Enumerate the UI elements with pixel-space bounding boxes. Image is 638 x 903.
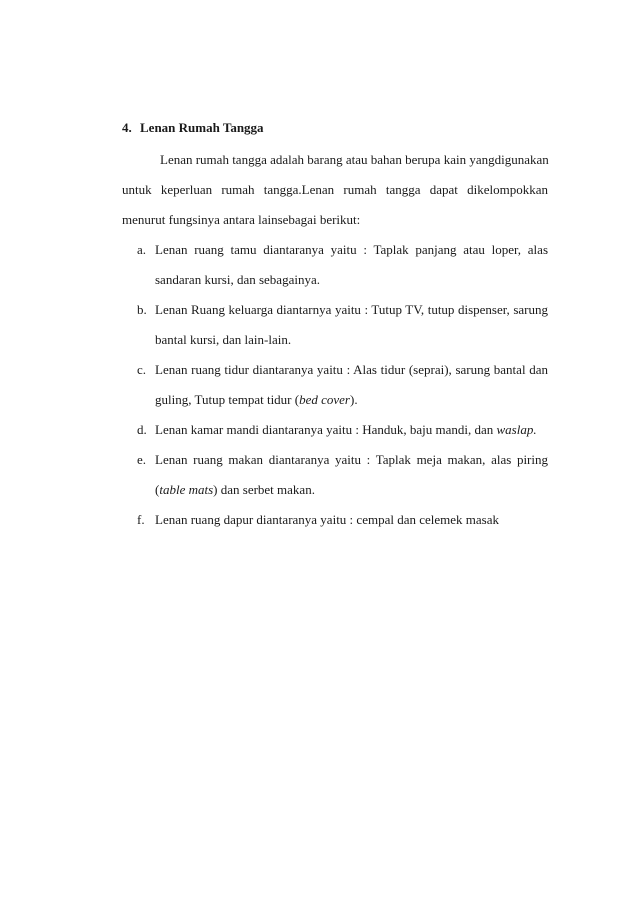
list-item-a-line-2: sandaran kursi, dan sebagainya. [155, 272, 320, 287]
intro-line-3: menurut fungsinya antara lainsebagai berikut: [122, 212, 361, 227]
list-marker-b: b. [137, 302, 147, 317]
list-item-e-line-2-text: ) dan serbet makan. [213, 482, 315, 497]
list-marker-e: e. [137, 452, 147, 467]
list-marker-c: c. [137, 362, 147, 377]
list-item-c-line-1: Lenan ruang tidur diantaranya yaitu : Alas tidur (seprai), sarung bantal dan [155, 362, 548, 377]
list-marker-d: d. [137, 422, 147, 437]
list-item-c-line-2 [155, 392, 358, 408]
list-item-e-line-2-open: ( [155, 482, 160, 497]
list-item-e-italic-term: table mats [159, 482, 214, 497]
list-item-d-italic-term: waslap. [496, 422, 537, 437]
section-heading [122, 120, 264, 136]
list-item-e-line-1: Lenan ruang makan diantaranya yaitu : Taplak meja makan, alas piring [155, 452, 548, 467]
list-item-c-line-2-text: guling, Tutup tempat tidur ( [155, 392, 300, 407]
intro-line-1: Lenan rumah tangga adalah barang atau bahan berupa kain yangdigunakan [160, 152, 549, 167]
list-item-f-line-1: Lenan ruang dapur diantaranya yaitu : cempal dan celemek masak [155, 512, 499, 527]
list-marker-f: f. [137, 512, 145, 527]
list-marker-a: a. [137, 242, 147, 257]
list-item-d-line-1 [155, 422, 537, 438]
intro-line-2: untuk keperluan rumah tangga.Lenan rumah tangga dapat dikelompokkan [122, 182, 548, 197]
list-item-c-italic-term: bed cover [299, 392, 350, 407]
section-number: 4. [122, 120, 132, 135]
list-item-b-line-2: bantal kursi, dan lain-lain. [155, 332, 292, 347]
list-item-e-line-2 [155, 482, 315, 498]
list-item-a-line-1: Lenan ruang tamu diantaranya yaitu : Taplak panjang atau loper, alas [155, 242, 548, 257]
list-item-c-line-2-end: ). [349, 392, 358, 407]
section-title: Lenan Rumah Tangga [140, 120, 264, 135]
list-item-d-text: Lenan kamar mandi diantaranya yaitu : Handuk, baju mandi, dan [155, 422, 497, 437]
list-item-b-line-1: Lenan Ruang keluarga diantarnya yaitu : Tutup TV, tutup dispenser, sarung [155, 302, 548, 317]
